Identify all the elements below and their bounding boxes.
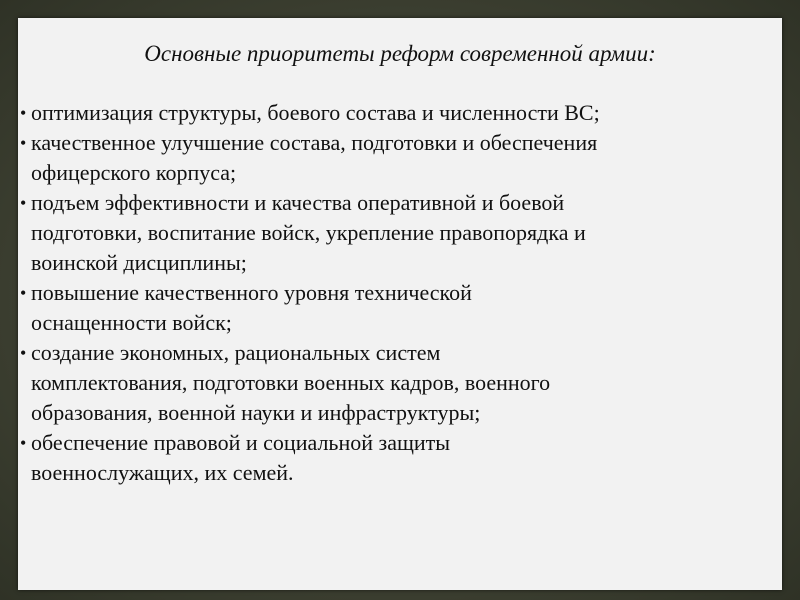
bullet-icon: •	[20, 193, 27, 213]
list-item-text: повышение качественного уровня технической	[31, 280, 472, 305]
list-item-text: качественное улучшение состава, подготовки и обеспечения	[31, 130, 598, 155]
list-item-text: воинской дисциплины;	[31, 250, 247, 275]
list-item-text: оснащенности войск;	[31, 310, 232, 335]
bullet-icon: •	[20, 433, 27, 453]
bullet-icon: •	[20, 343, 27, 363]
slide-title: Основные приоритеты реформ современной армии:	[144, 41, 656, 66]
bullet-icon: •	[20, 133, 27, 153]
list-item	[18, 188, 782, 278]
list-item	[18, 428, 782, 488]
list-item-text: офицерского корпуса;	[31, 160, 237, 185]
priorities-list	[18, 98, 782, 488]
bullet-icon: •	[20, 283, 27, 303]
slide-content-panel	[18, 18, 782, 590]
list-item-text: военнослужащих, их семей.	[31, 460, 294, 485]
bullet-icon: •	[20, 103, 27, 123]
list-item-text: оптимизация структуры, боевого состава и численности ВС;	[31, 100, 600, 125]
list-item	[18, 278, 782, 338]
list-item	[18, 98, 782, 128]
list-item	[18, 128, 782, 188]
list-item-text: подготовки, воспитание войск, укрепление правопорядка и	[31, 220, 586, 245]
list-item-text: создание экономных, рациональных систем	[31, 340, 441, 365]
list-item	[18, 338, 782, 428]
list-item-text: обеспечение правовой и социальной защиты	[31, 430, 451, 455]
list-item-text: образования, военной науки и инфраструктуры;	[31, 400, 481, 425]
list-item-text: комплектования, подготовки военных кадров, военного	[31, 370, 551, 395]
list-item-text: подъем эффективности и качества оперативной и боевой	[31, 190, 565, 215]
